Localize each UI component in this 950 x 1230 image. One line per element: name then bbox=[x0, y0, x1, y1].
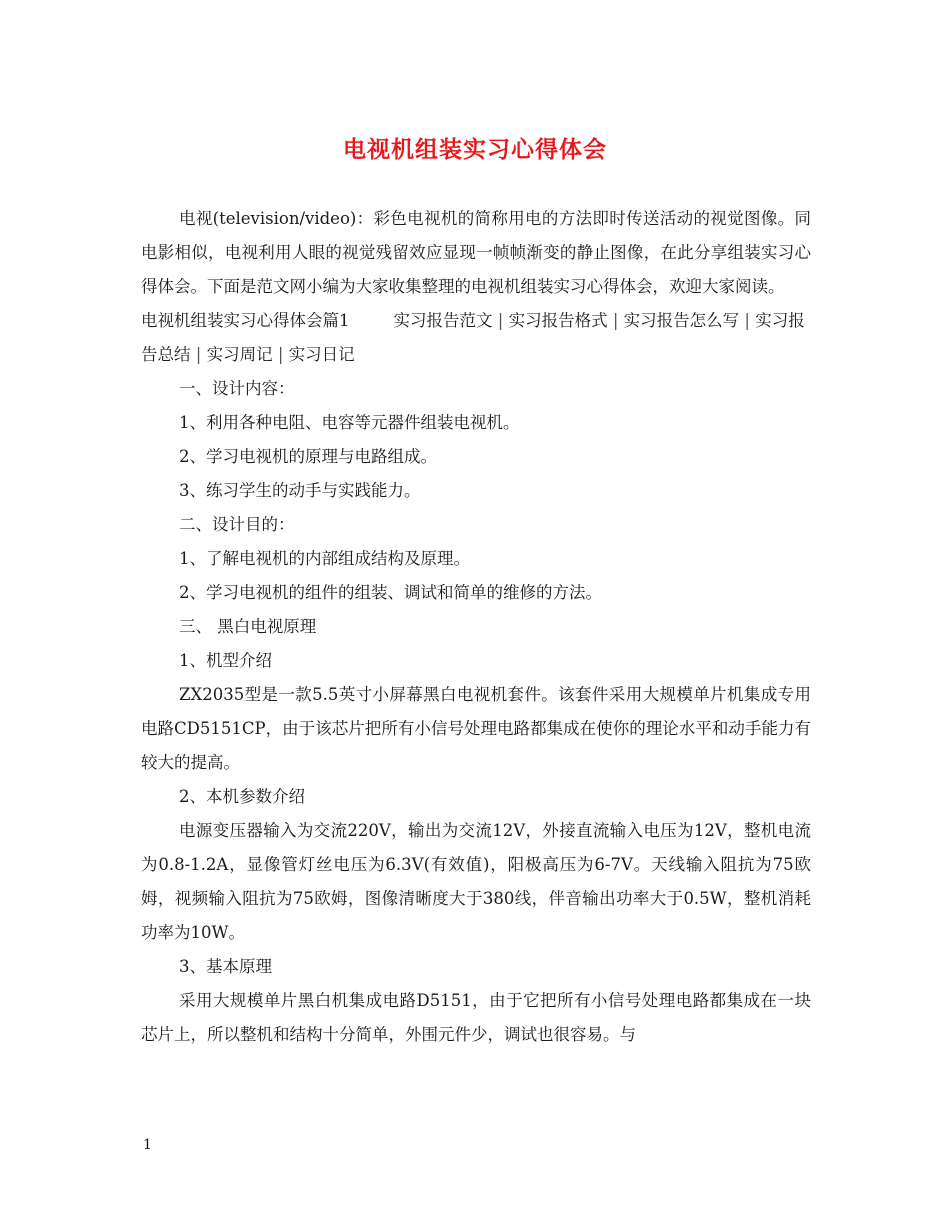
link-separator: | bbox=[497, 311, 504, 330]
link-separator: | bbox=[277, 345, 284, 364]
document-body bbox=[141, 202, 811, 1052]
paragraph: 1、了解电视机的内部组成结构及原理。 bbox=[179, 549, 470, 568]
intro-paragraph: 电视(television/video)：彩色电视机的简称用电的方法即时传送活动的视觉图像。同电影相似，电视利用人眼的视觉残留效应显现一帧帧渐变的静止图像，在此分享组装实习心得体会。下面是范文网小编为大家收集整理的电视机组装实习心得体会，欢迎大家阅读。 bbox=[141, 209, 811, 296]
paragraph: 1、利用各种电阻、电容等元器件组装电视机。 bbox=[179, 413, 520, 432]
paragraph: 采用大规模单片黑白机集成电路D5151，由于它把所有小信号处理电路都集成在一块芯片上，所以整机和结构十分简单，外围元件少，调试也很容易。与 bbox=[141, 991, 811, 1044]
paragraph: 电源变压器输入为交流220V，输出为交流12V，外接直流输入电压为12V，整机电流为0.8-1.2A，显像管灯丝电压为6.3V(有效值)，阳极高压为6-7V。天线输入阻抗为75欧姆，视频输入阻抗为75欧姆，图像清晰度大于380线，伴音输出功率大于0.5W，整机消耗功率为10W。 bbox=[141, 821, 811, 942]
paragraph: 2、学习电视机的原理与电路组成。 bbox=[179, 447, 437, 466]
paragraph: 一、设计内容： bbox=[179, 379, 295, 398]
link-daily-journal[interactable]: 实习日记 bbox=[288, 345, 355, 364]
paragraph: 二、设计目的： bbox=[179, 515, 295, 534]
section-heading-with-links bbox=[141, 304, 811, 372]
paragraph: ZX2035型是一款5.5英寸小屏幕黑白电视机套件。该套件采用大规模单片机集成专用电路CD5151CP，由于该芯片把所有小信号处理电路都集成在使你的理论水平和动手能力有较大的提高。 bbox=[141, 685, 811, 772]
link-report-sample[interactable]: 实习报告范文 bbox=[393, 311, 493, 330]
paragraph: 1、机型介绍 bbox=[179, 651, 272, 670]
paragraph: 2、本机参数介绍 bbox=[179, 787, 305, 806]
paragraph: 2、学习电视机的组件的组装、调试和简单的维修的方法。 bbox=[179, 583, 602, 602]
paragraph: 3、练习学生的动手与实践能力。 bbox=[179, 481, 421, 500]
link-separator: | bbox=[744, 311, 750, 330]
link-separator: | bbox=[612, 311, 619, 330]
link-weekly-journal[interactable]: 实习周记 bbox=[206, 345, 273, 364]
page-number: 1 bbox=[143, 1137, 152, 1153]
paragraph: 3、基本原理 bbox=[179, 957, 272, 976]
link-separator: | bbox=[195, 345, 202, 364]
paragraph: 三、 黑白电视原理 bbox=[179, 617, 317, 636]
link-report-summary[interactable]: 实习报告总结 bbox=[141, 311, 805, 364]
link-report-howto[interactable]: 实习报告怎么写 bbox=[623, 311, 740, 330]
link-report-format[interactable]: 实习报告格式 bbox=[508, 311, 608, 330]
section-heading: 电视机组装实习心得体会篇1 bbox=[141, 311, 350, 330]
document-title: 电视机组装实习心得体会 bbox=[343, 136, 607, 163]
